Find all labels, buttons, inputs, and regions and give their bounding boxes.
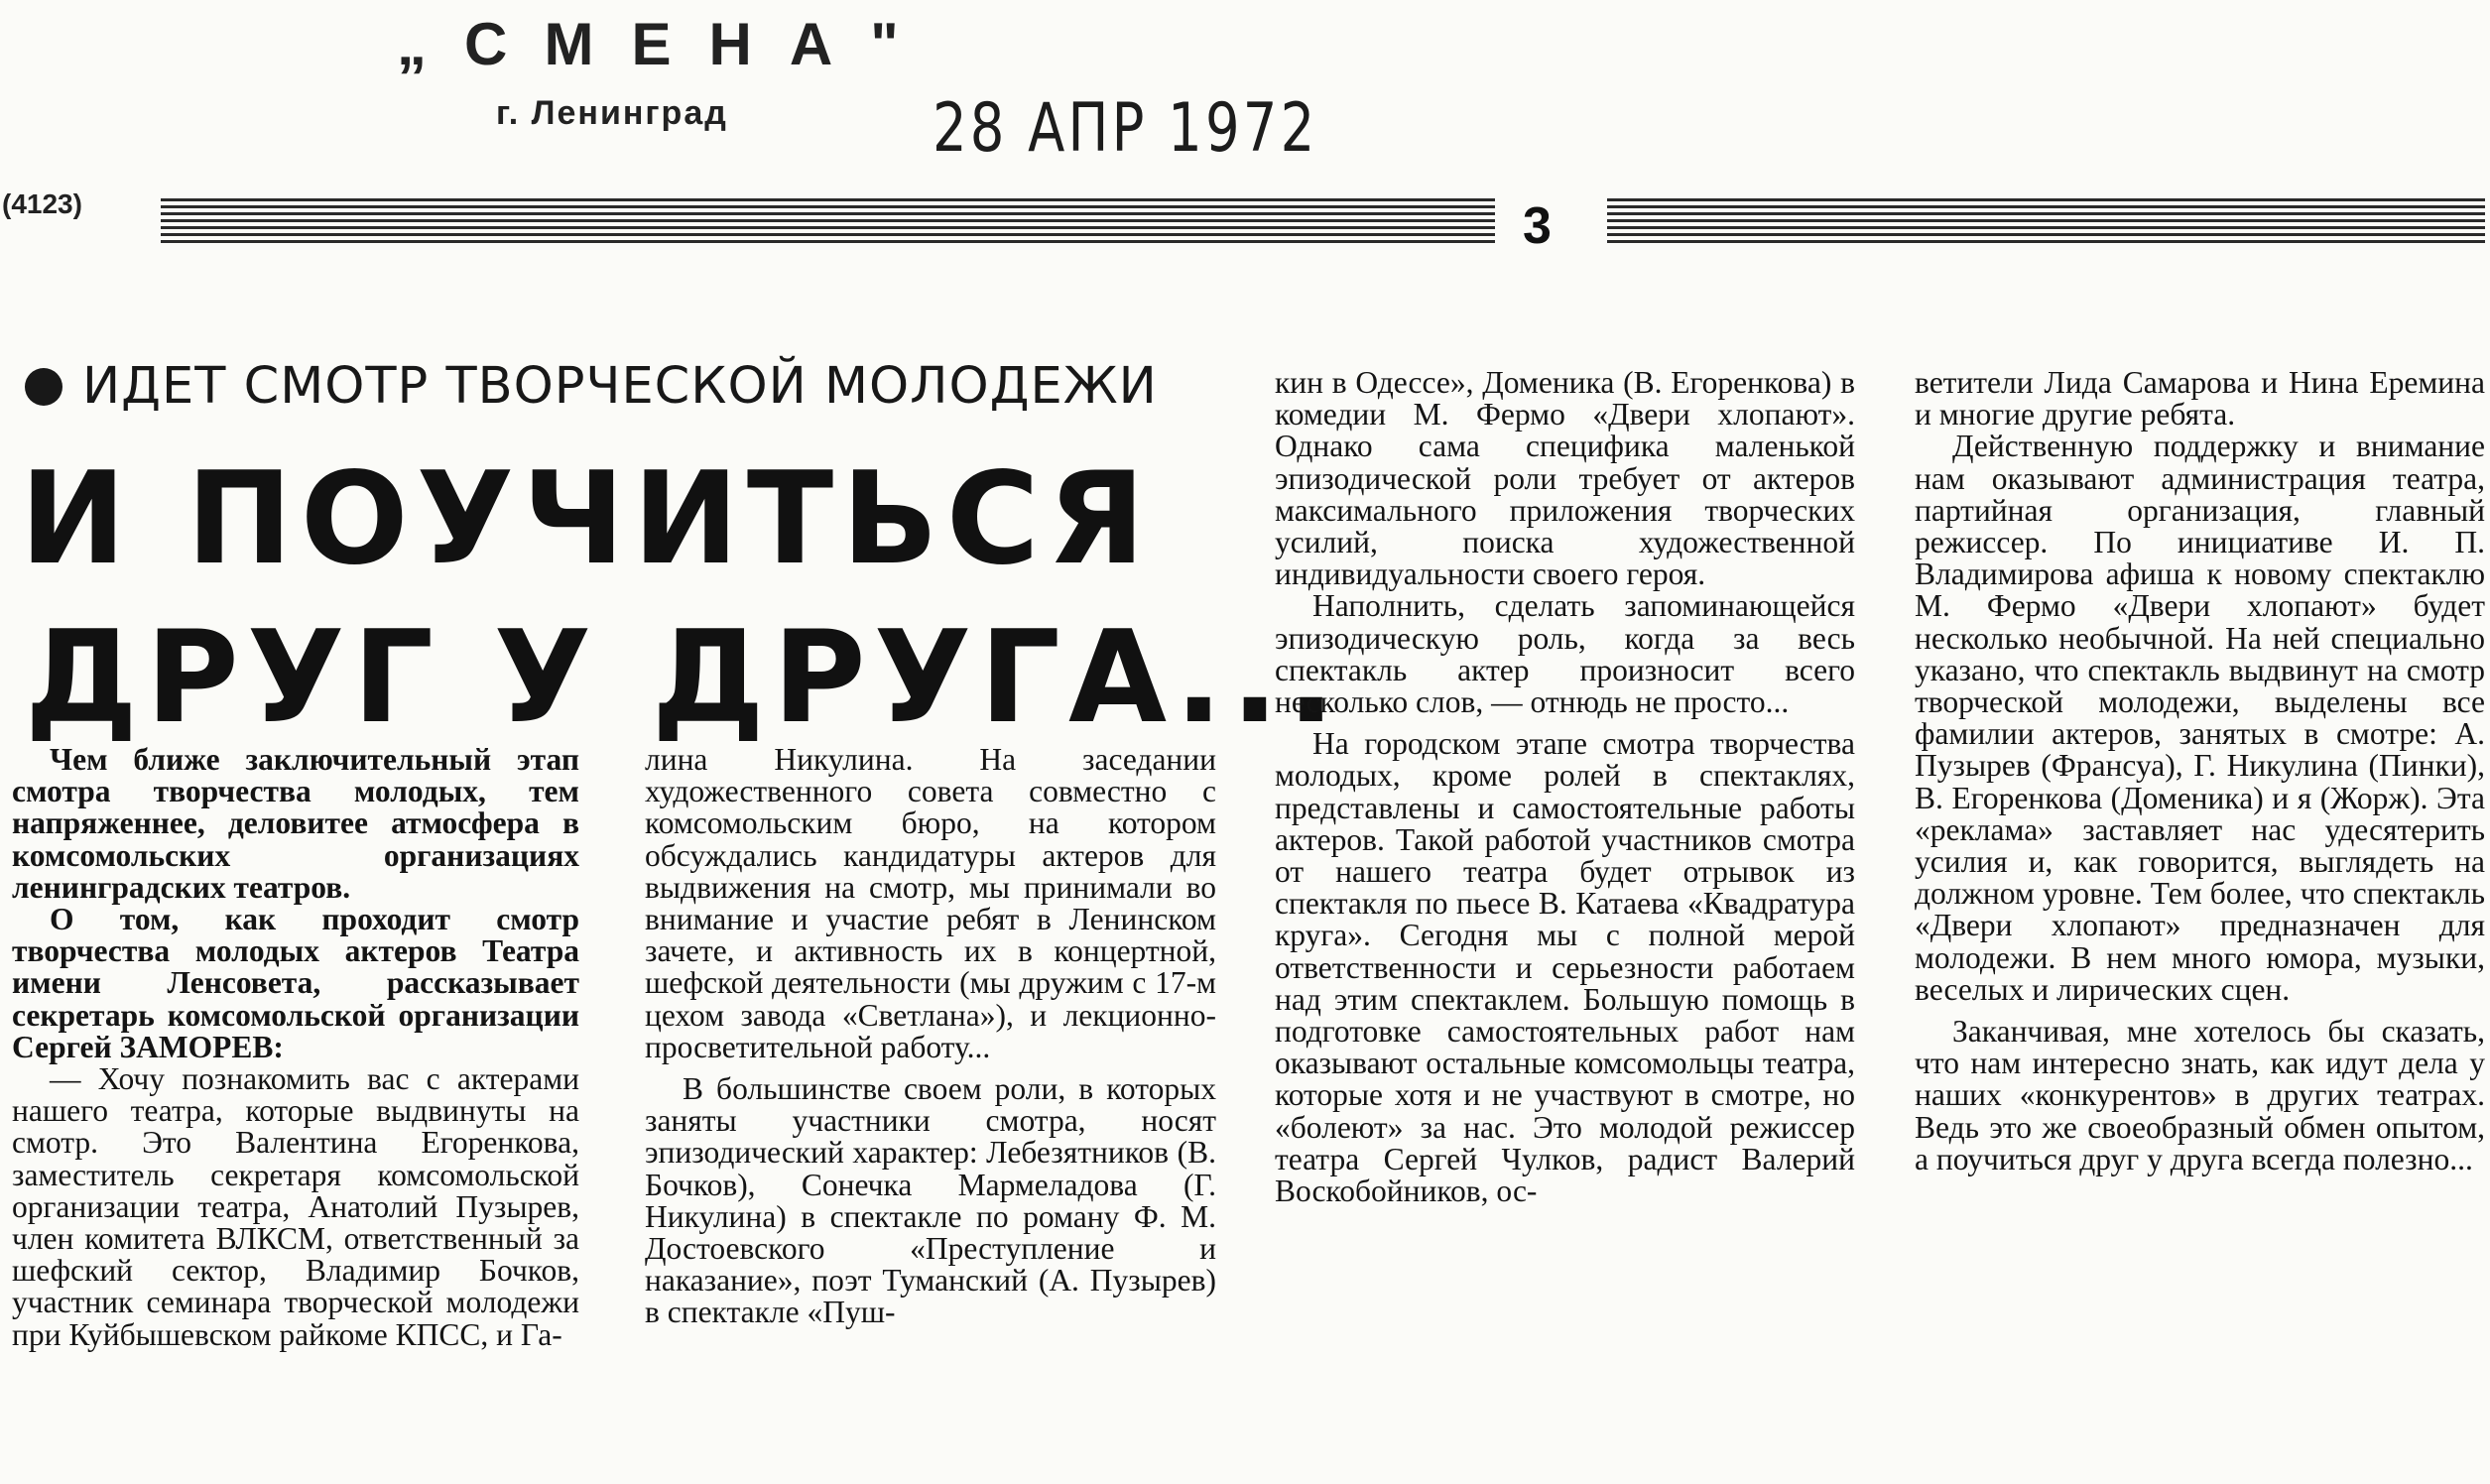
- body-paragraph: В большинстве своем роли, в которых заняты участники смотра, носят эпизодический характер: Лебезятников (В. Бочков), Сонечка Мармеладова (Г. Никулина) в спектакле по роману Ф. М. Достоевского «Преступление и наказание», поэт Туманский (А. Пузырев) в спектакле «Пуш-: [645, 1071, 1216, 1330]
- headline-line-1: И ПОУЧИТЬСЯ: [20, 445, 1154, 593]
- column-3: [1275, 367, 1855, 1207]
- lead-paragraph-2: О том, как проходит смотр творчества молодых актеров Театра имени Ленсовета, рассказывает секретарь комсомольской организации Сергей ЗАМОРЕВ:: [12, 902, 579, 1064]
- body-paragraph: лина Никулина. На заседании художественного совета совместно с комсомольским бюро, на котором обсуждались кандидатуры актеров для выдвижения на смотр, мы принимали во внимание и участие ребят в Ленинском зачете, и активность их в концертной, шефской деятельности (мы дружим с 17-м цехом завода «Светлана»), и лекционно-просветительной работу...: [645, 742, 1216, 1064]
- body-paragraph: Заканчивая, мне хотелось бы сказать, что нам интересно знать, как идут дела у наших «конкурентов» в других театрах. Ведь это же своеобразный обмен опытом, а поучиться друг у друга всегда полезно...: [1915, 1014, 2485, 1176]
- body-paragraph: На городском этапе смотра творчества молодых, кроме ролей в спектаклях, представлены и самостоятельные работы актеров. Такой работой участников смотра от нашего театра будет отрывок из спектакля по пьесе В. Катаева «Квадратура круга». Сегодня мы с полной мерой ответственности и серьезности работаем над этим спектаклем. Большую помощь в подготовке самостоятельных работ нам оказывают остальные комсомольцы театра, которые хотя и не участвуют в смотре, но «болеют» за нас. Это молодой режиссер театра Сергей Чулков, радист Валерий Воскобойников, ос-: [1275, 726, 1855, 1209]
- headline-line-2: ДРУГ У ДРУГА...: [25, 604, 1343, 752]
- page-number: 3: [1523, 197, 1552, 255]
- rubric: [25, 357, 1158, 416]
- issue-number: (4123): [2, 188, 82, 219]
- column-4: [1915, 367, 2485, 1175]
- newspaper-title: „СМЕНА": [397, 11, 936, 77]
- date-stamp: 28 АПР 1972: [933, 89, 1318, 168]
- rubric-text: ИДЕТ СМОТР ТВОРЧЕСКОЙ МОЛОДЕЖИ: [82, 357, 1158, 416]
- body-paragraph: ветители Лида Самарова и Нина Еремина и многие другие ребята.: [1915, 365, 2485, 433]
- bullet-icon: [25, 368, 62, 406]
- rule-bar-left: [161, 198, 1495, 246]
- column-2: [645, 744, 1216, 1329]
- body-paragraph: кин в Одессе», Доменика (В. Егоренкова) в комедии М. Фермо «Двери хлопают». Однако сама специфика маленькой эпизодической роли требует от актеров максимального приложения творческих усилий, поиска художественной индивидуальности своего героя.: [1275, 365, 1855, 592]
- body-paragraph: Действенную поддержку и внимание нам оказывают администрация театра, партийная организация, главный режиссер. По инициативе И. П. Владимирова афиша к новому спектаклю М. Фермо «Двери хлопают» будет несколько необычной. На ней специально указано, что спектакль выдвинут на смотр творческой молодежи, выделены все фамилии актеров, занятых в смотре: А. Пузырев (Франсуа), Г. Никулина (Пинки), В. Егоренкова (Доменика) и я (Жорж). Эта «реклама» заставляет нас удесятерить усилия и, как говорится, выглядеть на должном уровне. Тем более, что спектакль «Двери хлопают» предназначен для молодежи. В нем много юмора, музыки, веселых и лирических сцен.: [1915, 429, 2485, 1007]
- newspaper-city: г. Ленинград: [496, 94, 728, 132]
- lead-paragraph-1: Чем ближе заключительный этап смотра творчества молодых, тем напряженнее, деловитее атмосфера в комсомольских организациях ленинградских театров.: [12, 742, 579, 905]
- body-paragraph: Наполнить, сделать запоминающейся эпизодическую роль, когда за весь спектакль актер произносит всего несколько слов, — отнюдь не просто...: [1275, 588, 1855, 720]
- rule-bar-right: [1607, 198, 2485, 246]
- body-paragraph: — Хочу познакомить вас с актерами нашего театра, которые выдвинуты на смотр. Это Валентина Егоренкова, заместитель секретаря комсомольской организации театра, Анатолий Пузырев, член комитета ВЛКСМ, ответственный за шефский сектор, Владимир Бочков, участник семинара творческой молодежи при Куйбышевском райкоме КПСС, и Га-: [12, 1061, 579, 1352]
- column-1: [12, 744, 579, 1351]
